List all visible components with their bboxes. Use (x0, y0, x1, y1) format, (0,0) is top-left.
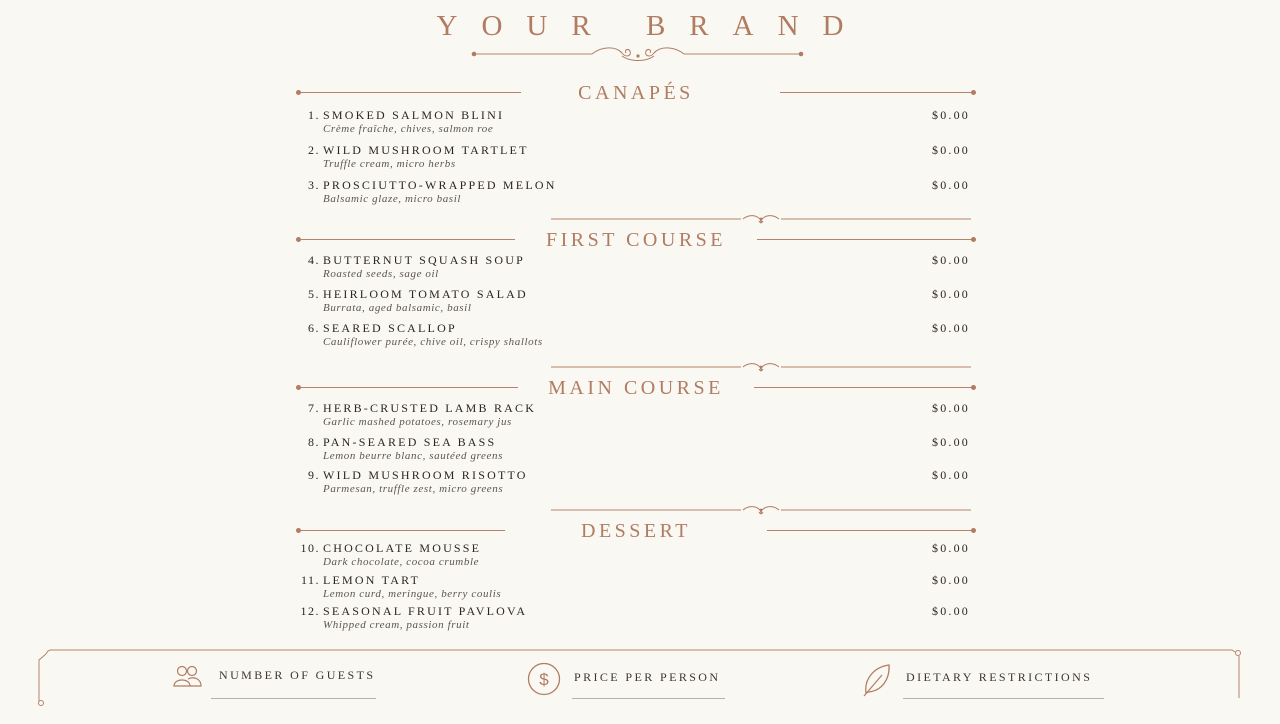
brand-ornament-icon (470, 44, 806, 66)
item-name: WILD MUSHROOM RISOTTO (323, 468, 528, 482)
item-name: BUTTERNUT SQUASH SOUP (323, 253, 526, 267)
section-divider-ornament-icon (551, 209, 971, 219)
item-number: 12. (300, 604, 320, 618)
leaf-icon (862, 663, 892, 697)
section-title: CANAPÉS (578, 82, 694, 104)
guests-icon (172, 664, 204, 688)
item-price: $0.00 (932, 541, 970, 555)
item-description: Whipped cream, passion fruit (323, 619, 470, 631)
item-description: Dark chocolate, cocoa crumble (323, 556, 480, 568)
item-number: 1. (308, 108, 320, 122)
section-divider-ornament-icon (551, 357, 971, 367)
guests-field[interactable] (172, 660, 382, 704)
section-header (296, 227, 976, 253)
item-description: Balsamic glaze, micro basil (323, 193, 462, 205)
item-name: WILD MUSHROOM TARTLET (323, 143, 529, 157)
section-header (296, 375, 976, 401)
item-price: $0.00 (932, 468, 970, 482)
menu-item (296, 468, 976, 500)
item-description: Parmesan, truffle zest, micro greens (323, 483, 504, 495)
dietary-underline (903, 698, 1104, 699)
section-title: FIRST COURSE (545, 229, 726, 251)
dollar-icon (527, 662, 561, 696)
item-description: Truffle cream, micro herbs (323, 158, 456, 170)
item-name: PAN-SEARED SEA BASS (323, 435, 497, 449)
guests-underline (211, 698, 376, 699)
item-number: 8. (308, 435, 320, 449)
item-name: CHOCOLATE MOUSSE (323, 541, 482, 555)
brand-title: YOUR BRAND (436, 10, 868, 42)
item-price: $0.00 (932, 287, 970, 301)
item-price: $0.00 (932, 178, 970, 192)
item-number: 11. (300, 573, 320, 587)
menu-item (296, 573, 976, 605)
price-field[interactable] (527, 660, 727, 704)
item-name: PROSCIUTTO-WRAPPED MELON (323, 178, 557, 192)
menu-item (296, 143, 976, 175)
section-header (296, 80, 976, 106)
item-number: 6. (308, 321, 320, 335)
price-underline (572, 698, 725, 699)
item-price: $0.00 (932, 401, 970, 415)
menu-item (296, 253, 976, 285)
svg-text:$: $ (539, 670, 549, 689)
item-number: 3. (308, 178, 320, 192)
menu-item (296, 541, 976, 573)
item-price: $0.00 (932, 253, 970, 267)
menu-item (296, 287, 976, 319)
dietary-label: DIETARY RESTRICTIONS (906, 670, 1093, 684)
item-number: 10. (300, 541, 320, 555)
item-description: Crème fraîche, chives, salmon roe (323, 123, 494, 135)
item-name: SMOKED SALMON BLINI (323, 108, 505, 122)
item-description: Cauliflower purée, chive oil, crispy shallots (323, 336, 543, 348)
item-name: HEIRLOOM TOMATO SALAD (323, 287, 528, 301)
menu-item (296, 178, 976, 210)
item-price: $0.00 (932, 573, 970, 587)
dietary-field[interactable] (862, 660, 1107, 704)
menu-item (296, 435, 976, 467)
item-price: $0.00 (932, 435, 970, 449)
item-description: Roasted seeds, sage oil (323, 268, 439, 280)
item-description: Lemon beurre blanc, sautéed greens (323, 450, 503, 462)
item-price: $0.00 (932, 143, 970, 157)
menu-item (296, 321, 976, 353)
menu-item (296, 401, 976, 433)
section-divider-ornament-icon (551, 500, 971, 510)
item-price: $0.00 (932, 604, 970, 618)
item-number: 4. (308, 253, 320, 267)
price-label: PRICE PER PERSON (574, 670, 721, 684)
guests-label: NUMBER OF GUESTS (219, 668, 376, 682)
item-description: Burrata, aged balsamic, basil (323, 302, 472, 314)
item-name: SEARED SCALLOP (323, 321, 457, 335)
section-title: DESSERT (581, 520, 691, 542)
item-number: 7. (308, 401, 320, 415)
item-name: HERB-CRUSTED LAMB RACK (323, 401, 537, 415)
item-name: SEASONAL FRUIT PAVLOVA (323, 604, 528, 618)
item-number: 5. (308, 287, 320, 301)
item-name: LEMON TART (323, 573, 421, 587)
item-number: 2. (308, 143, 320, 157)
section-title: MAIN COURSE (548, 377, 724, 399)
item-description: Lemon curd, meringue, berry coulis (323, 588, 502, 600)
menu-item (296, 108, 976, 140)
menu-item (296, 604, 976, 636)
item-price: $0.00 (932, 321, 970, 335)
item-price: $0.00 (932, 108, 970, 122)
item-description: Garlic mashed potatoes, rosemary jus (323, 416, 512, 428)
item-number: 9. (308, 468, 320, 482)
